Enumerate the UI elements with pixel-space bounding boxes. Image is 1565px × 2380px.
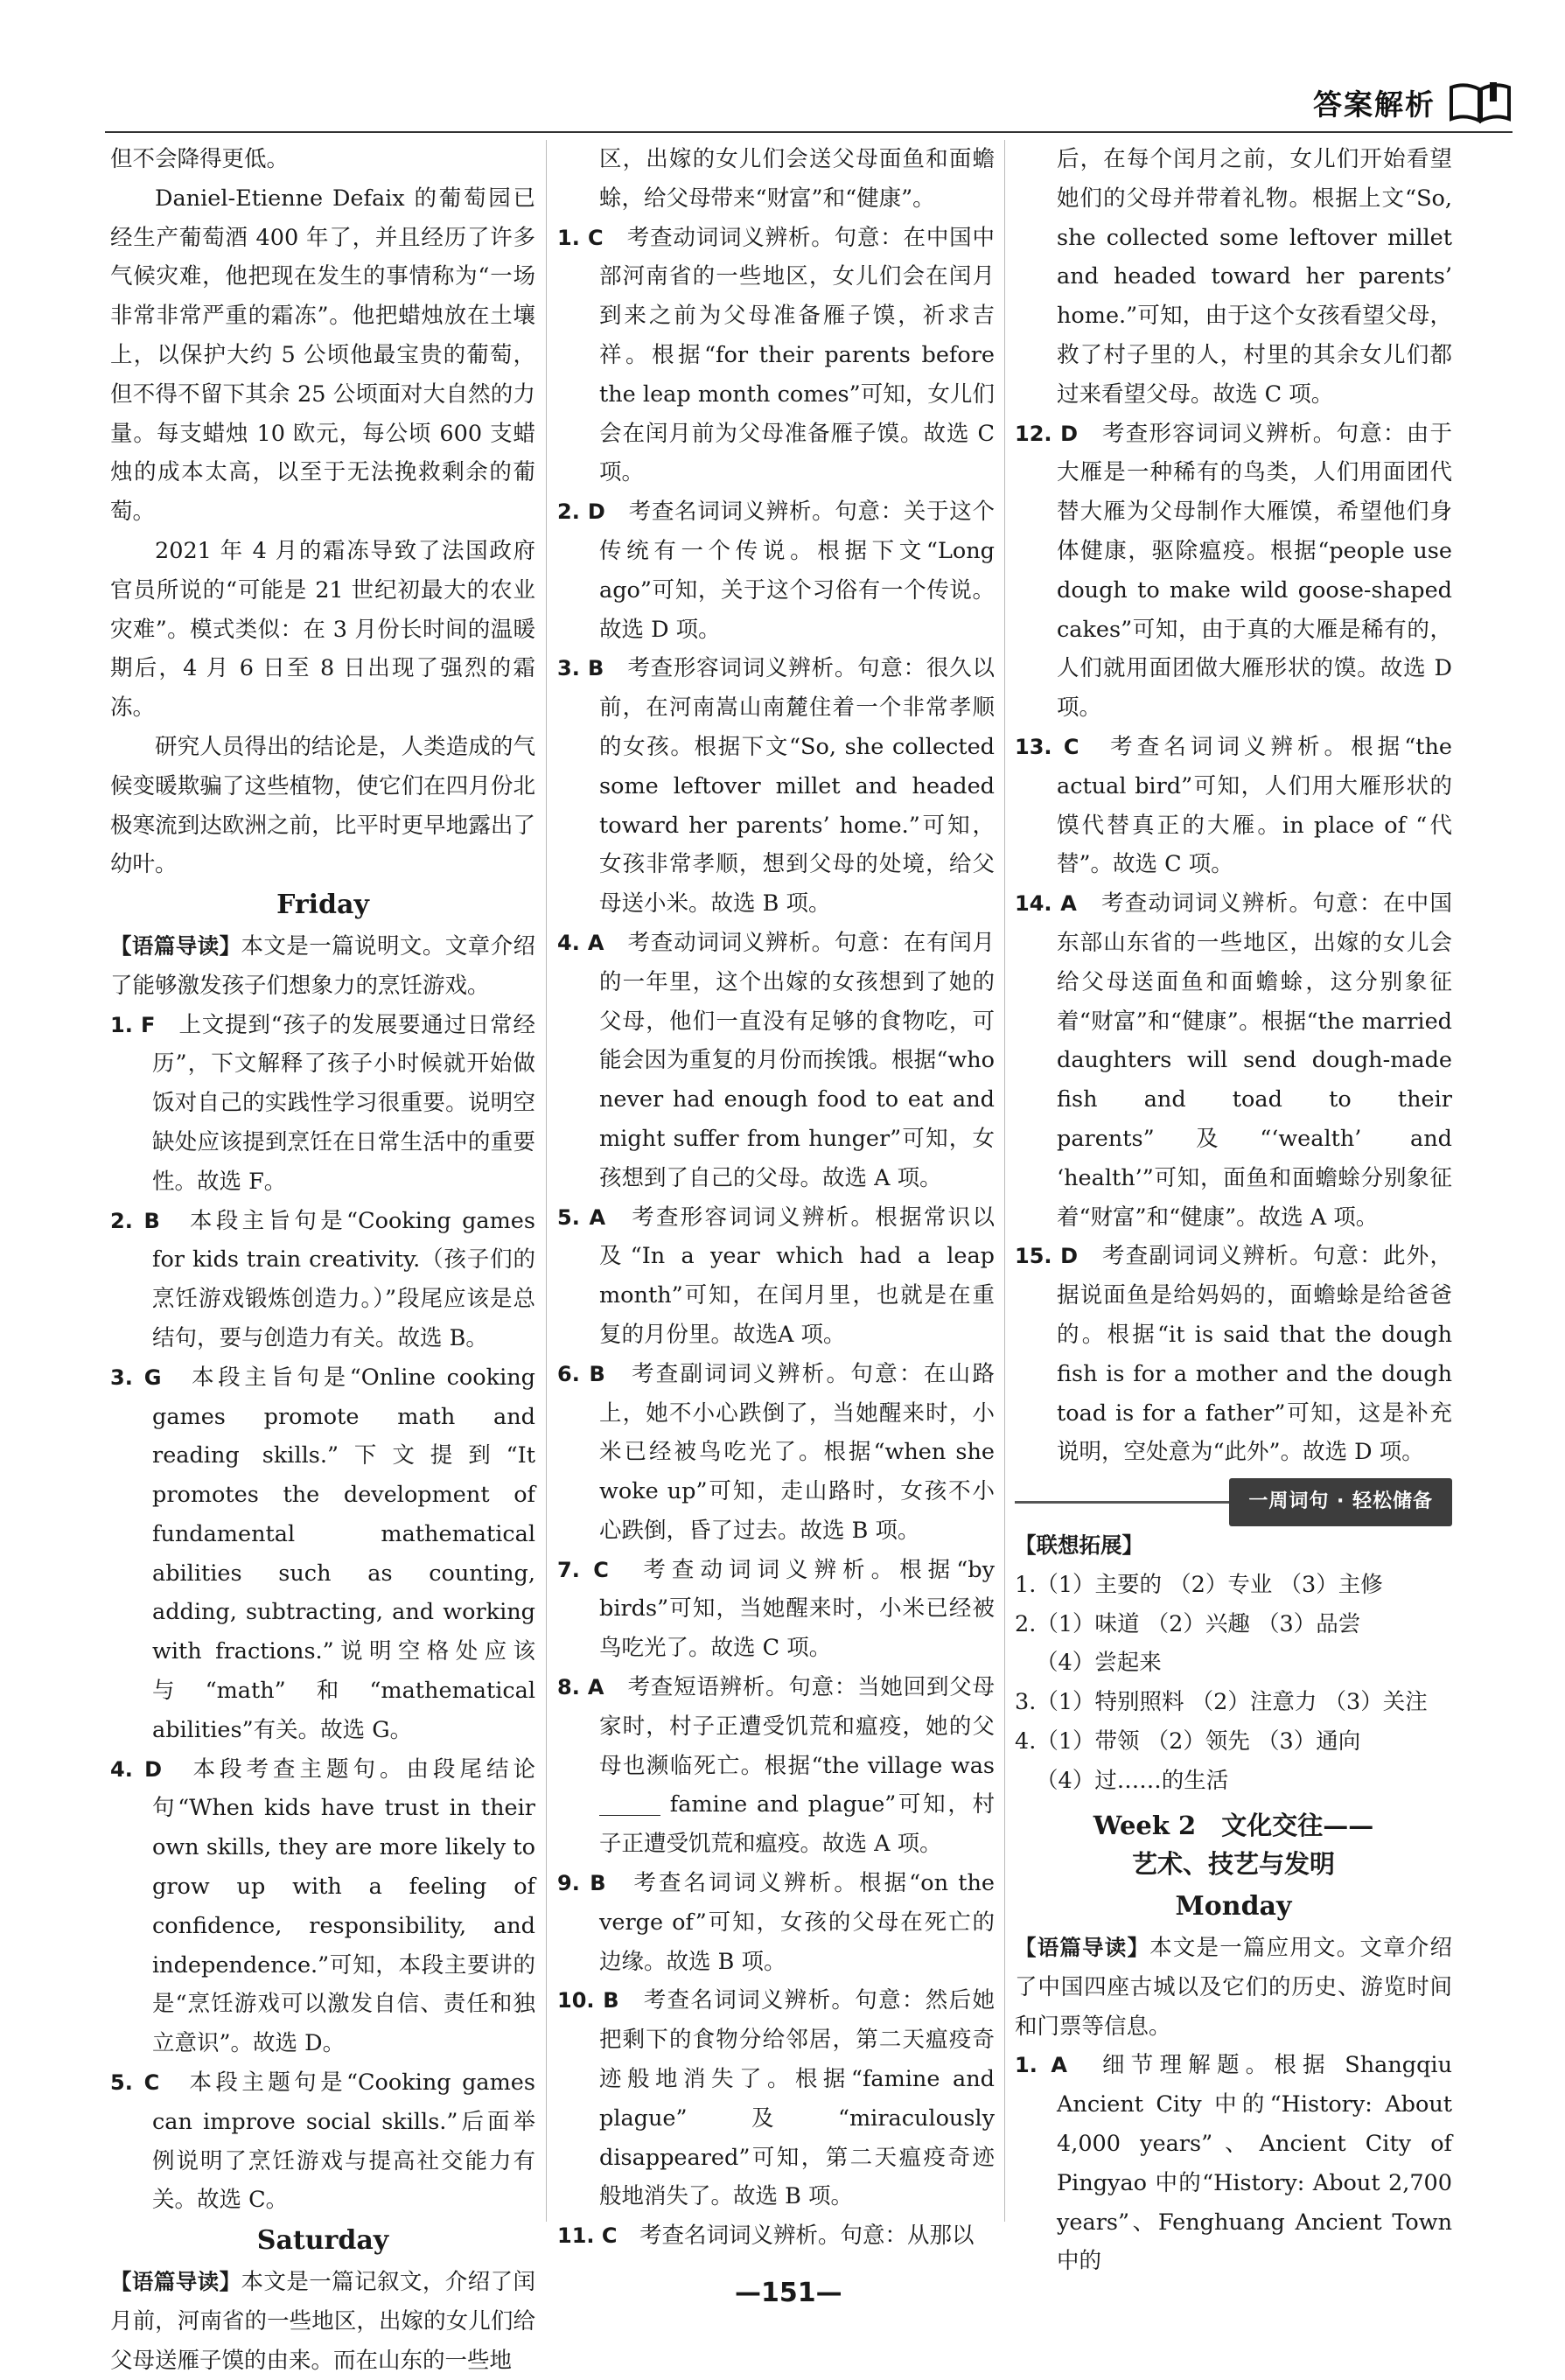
- answer-text: 本段考查主题句。由段尾结论句“When kids have trust in their own skills, they are more likely to grow up with a feeling of confidence, responsibility, and independence.”可知，本段主要讲的是“烹饪游戏可以激发自信、责任和独立意识”。故选 D。: [152, 1755, 535, 2057]
- answer-item: [557, 1981, 995, 2216]
- week-subtitle: 艺术、技艺与发明: [1131, 1849, 1335, 1880]
- answer-item: [557, 1355, 995, 1551]
- vocab-line: （4）过……的生活: [1036, 1767, 1229, 1794]
- page-number: —151—: [735, 2278, 842, 2308]
- answer-item: [557, 1198, 995, 1355]
- answer-number: 9. B: [557, 1871, 606, 1896]
- answer-item: [557, 924, 995, 1198]
- answer-text: 本段主题句是“Cooking games can improve social skills.”后面举例说明了烹饪游戏与提高社交能力有关。故选 C。: [152, 2069, 535, 2214]
- answer-item: [557, 1864, 995, 1981]
- answer-item: [557, 492, 995, 649]
- answer-text: 考查形容词词义辨析。根据常识以及“In a year which had a leap month”可知，在闰月里，也就是在重复的月份里。故选A 项。: [599, 1204, 995, 1348]
- column-divider: [1004, 140, 1005, 2222]
- header-title: 答案解析: [1313, 87, 1436, 122]
- answer-item: [110, 1202, 535, 1358]
- column-3: [1015, 140, 1452, 2281]
- open-book-icon: [1448, 80, 1513, 124]
- guide-text: 本文是一篇记叙文，介绍了闰月前，河南省的一些地区，出嫁的女儿们给父母送雁子馍的由来。而在山东的一些地: [110, 2269, 535, 2374]
- column-1: [110, 140, 535, 2380]
- banner-line: [1015, 1501, 1229, 1504]
- section-banner: [1015, 1483, 1452, 1521]
- answer-number: 4. A: [557, 930, 604, 955]
- answer-text: 考查短语辨析。句意：当她回到父母家时，村子正遭受饥荒和瘟疫，她的父母也濒临死亡。根据“the village was: [599, 1674, 995, 1779]
- answer-text: 考查动词词义辨析。句意：在中国东部山东省的一些地区，出嫁的女儿会给父母送面鱼和面蟾蜍，这分别象征着“财富”和“健康”。根据“the married daughters will send dough-made fish and toad to their parents”及“‘wealth’ and ‘health’”可知，面鱼和面蟾蜍分别象征着“财富”和“健康”。故选 A 项。: [1057, 890, 1452, 1231]
- answer-text: 考查形容词词义辨析。句意：由于大雁是一种稀有的鸟类，人们用面团代替大雁为父母制作大雁馍，希望他们身体健康，驱除瘟疫。根据“people use dough to make wild goose-shaped cakes”可知，由于真的大雁是稀有的，人们就用面团做大雁形状的馍。故选 D 项。: [1057, 420, 1452, 722]
- answer-number: 3. B: [557, 656, 604, 681]
- answer-item: [1015, 728, 1452, 884]
- page-header: [1313, 80, 1513, 124]
- answer-number: 2. B: [110, 1208, 160, 1233]
- answer-item: [1015, 2046, 1452, 2281]
- answer-text: 本段主旨句是“Online cooking games promote math and reading skills.”下文提到“It promotes the development of fundamental mathematical abilities such as counting, adding, subtracting, and working with fractions.”说明空格处应该与“math”和“mathematical abilities”有关。故选 G。: [152, 1364, 535, 1743]
- paragraph: 后，在每个闰月之前，女儿们开始看望她们的父母并带着礼物。根据上文“So, she collected some leftover millet and headed toward her parents’ home.”可知，由于这个女孩看望父母，救了村子里的人，村里的其余女儿们都过来看望父母。故选 C 项。: [1057, 146, 1452, 408]
- section-title-friday: Friday: [276, 890, 369, 921]
- answer-item: [557, 2216, 995, 2256]
- answer-item: [557, 1551, 995, 1668]
- answer-text: 考查动词词义辨析。句意：在中国中部河南省的一些地区，女儿们会在闰月到来之前为父母准备雁子馍，祈求吉祥。根据“for their parents before the leap month comes”可知，女儿们会在闰月前为父母准备雁子馍。故选 C 项。: [599, 224, 995, 486]
- guide-label: 【语篇导读】: [110, 2269, 241, 2295]
- answer-text: 细节理解题。根据 Shangqiu Ancient City 中的“History: About 4,000 years”、Ancient City of Pingyao 中的“History: About 2,700 years”、Fenghuang Ancient Town 中的: [1057, 2052, 1452, 2275]
- answer-item: [557, 219, 995, 493]
- paragraph: 区，出嫁的女儿们会送父母面鱼和面蟾蜍，给父母带来“财富”和“健康”。: [599, 146, 995, 212]
- answer-text: 考查副词词义辨析。句意：在山路上，她不小心跌倒了，当她醒来时，小米已经被鸟吃光了。根据“when she woke up”可知，走山路时，女孩不小心跌倒，昏了过去。故选 B 项。: [599, 1360, 995, 1544]
- answer-text: 考查副词词义辨析。句意：此外，据说面鱼是给妈妈的，面蟾蜍是给爸爸的。根据“it is said that the dough fish is for a mother and the dough toad is for a father”可知，这是补充说明，空处意为“此外”。故选 D 项。: [1057, 1243, 1452, 1466]
- answer-number: 11. C: [557, 2223, 618, 2249]
- guide-text: 本文是一篇应用文。文章介绍了中国四座古城以及它们的历史、游览时间和门票等信息。: [1015, 1935, 1452, 2040]
- answer-text: 考查名词词义辨析。根据“on the verge of”可知，女孩的父母在死亡的边缘。故选 B 项。: [599, 1870, 995, 1975]
- vocab-line: （4）尝起来: [1036, 1650, 1162, 1677]
- guide-text: 本文是一篇说明文。文章介绍了能够激发孩子们想象力的烹饪游戏。: [110, 932, 535, 999]
- section-title-saturday: Saturday: [256, 2225, 389, 2257]
- answer-item: [1015, 415, 1452, 728]
- vocab-line: 1.（1）主要的 （2）专业 （3）主修: [1015, 1571, 1383, 1598]
- answer-number: 8. A: [557, 1675, 604, 1700]
- week-title: Week 2 文化交往——: [1093, 1810, 1374, 1840]
- vocab-line: 3.（1）特别照料 （2）注意力 （3）关注: [1015, 1689, 1428, 1716]
- header-rule: [105, 131, 1513, 133]
- guide-label: 【联想拓展】: [1015, 1532, 1143, 1559]
- answer-item: [110, 1358, 535, 1750]
- answer-number: 1. A: [1015, 2053, 1067, 2078]
- answer-number: 13. C: [1015, 734, 1079, 759]
- answer-number: 4. D: [110, 1756, 163, 1782]
- answer-number: 5. A: [557, 1204, 606, 1230]
- answer-number: 15. D: [1015, 1244, 1079, 1269]
- answer-number: 2. D: [557, 499, 605, 525]
- lianxiang-label: [1015, 1526, 1452, 1566]
- answer-text: 考查动词词义辨析。句意：在有闰月的一年里，这个出嫁的女孩想到了她的父母，他们一直没有足够的食物吃，可能会因为重复的月份而挨饿。根据“who never had enough food to eat and might suffer from hunger”可知，女孩想到了自己的父母。故选 A 项。: [599, 929, 995, 1191]
- paragraph: Daniel-Etienne Defaix 的葡萄园已经生产葡萄酒 400 年了，并且经历了许多气候灾难，他把现在发生的事情称为“一场非常非常严重的霜冻”。他把蜡烛放在土壤上，以保护大约 5 公顷他最宝贵的葡萄，但不得不留下其余 25 公顷面对大自然的力量。每支蜡烛 10 欧元，每公顷 600 支蜡烛的成本太高，以至于无法挽救剩余的葡萄。: [110, 185, 535, 526]
- answer-item: [110, 2063, 535, 2220]
- fill-blank: [599, 1796, 660, 1816]
- paragraph: 但不会降得更低。: [110, 146, 290, 172]
- reading-guide: [110, 927, 535, 1006]
- answer-item: [557, 1668, 995, 1864]
- answer-text: 上文提到“孩子的发展要通过日常经历”，下文解释了孩子小时候就开始做饭对自己的实践性学习很重要。说明空缺处应该提到烹饪在日常生活中的重要性。故选 F。: [152, 1011, 535, 1195]
- answer-text: 考查名词词义辨析。句意：然后她把剩下的食物分给邻居，第二天瘟疫奇迹般地消失了。根据“famine and plague”及“miraculously disappeared”可知，第二天瘟疫奇迹般地消失了。故选 B 项。: [599, 1987, 995, 2210]
- reading-guide: [110, 2263, 535, 2380]
- answer-item: [110, 1750, 535, 2063]
- answer-text: 考查动词词义辨析。根据“by birds”可知，当她醒来时，小米已经被鸟吃光了。故选 C 项。: [599, 1556, 995, 1662]
- answer-item: [557, 649, 995, 924]
- answer-number: 1. C: [557, 225, 604, 250]
- answer-item: [110, 1006, 535, 1202]
- answer-number: 7. C: [557, 1557, 609, 1582]
- banner-text: 一周词句 · 轻松储备: [1229, 1478, 1452, 1526]
- answer-number: 3. G: [110, 1364, 162, 1390]
- answer-item: [1015, 884, 1452, 1237]
- answer-number: 14. A: [1015, 891, 1077, 917]
- column-divider: [546, 140, 547, 2222]
- vocab-line: 4.（1）带领 （2）领先 （3）通向: [1015, 1728, 1361, 1755]
- answer-item: [1015, 1237, 1452, 1472]
- answer-text: famine and plague”可知，村子正遭受饥荒和瘟疫。故选 A 项。: [599, 1791, 995, 1858]
- paragraph: 2021 年 4 月的霜冻导致了法国政府官员所说的“可能是 21 世纪初最大的农业灾难”。模式类似：在 3 月份长时间的温暖期后，4 月 6 日至 8 日出现了强烈的霜冻。: [110, 537, 535, 722]
- answer-text: 考查形容词词义辨析。句意：很久以前，在河南嵩山南麓住着一个非常孝顺的女孩。根据下文“So, she collected some leftover millet and headed toward her parents’ home.”可知，女孩非常孝顺，想到父母的处境，给父母送小米。故选 B 项。: [599, 655, 995, 918]
- section-title-monday: Monday: [1175, 1891, 1292, 1923]
- guide-label: 【语篇导读】: [1015, 1935, 1150, 1961]
- guide-label: 【语篇导读】: [110, 932, 241, 959]
- answer-text: 考查名词词义辨析。句意：关于这个传统有一个传说。根据下文“Long ago”可知，关于这个习俗有一个传说。故选 D 项。: [599, 499, 995, 643]
- answer-number: 12. D: [1015, 421, 1079, 446]
- vocab-line: 2.（1）味道 （2）兴趣 （3）品尝: [1015, 1610, 1361, 1637]
- reading-guide: [1015, 1929, 1452, 2046]
- answer-text: 考查名词词义辨析。根据“the actual bird”可知，人们用大雁形状的馍代替真正的大雁。in place of “代替”。故选 C 项。: [1057, 733, 1452, 878]
- answer-text: 考查名词词义辨析。句意：从那以: [639, 2223, 975, 2250]
- answer-text: 本段主旨句是“Cooking games for kids train creativity.（孩子们的烹饪游戏锻炼创造力。）”段尾应该是总结句，要与创造力有关。故选 B。: [152, 1207, 535, 1351]
- answer-number: 1. F: [110, 1012, 156, 1037]
- column-2: [557, 140, 995, 2256]
- answer-number: 6. B: [557, 1361, 605, 1386]
- paragraph: 研究人员得出的结论是，人类造成的气候变暖欺骗了这些植物，使它们在四月份北极寒流到达欧洲之前，比平时更早地露出了幼叶。: [110, 733, 535, 878]
- answer-number: 5. C: [110, 2070, 160, 2096]
- answer-number: 10. B: [557, 1988, 619, 2014]
